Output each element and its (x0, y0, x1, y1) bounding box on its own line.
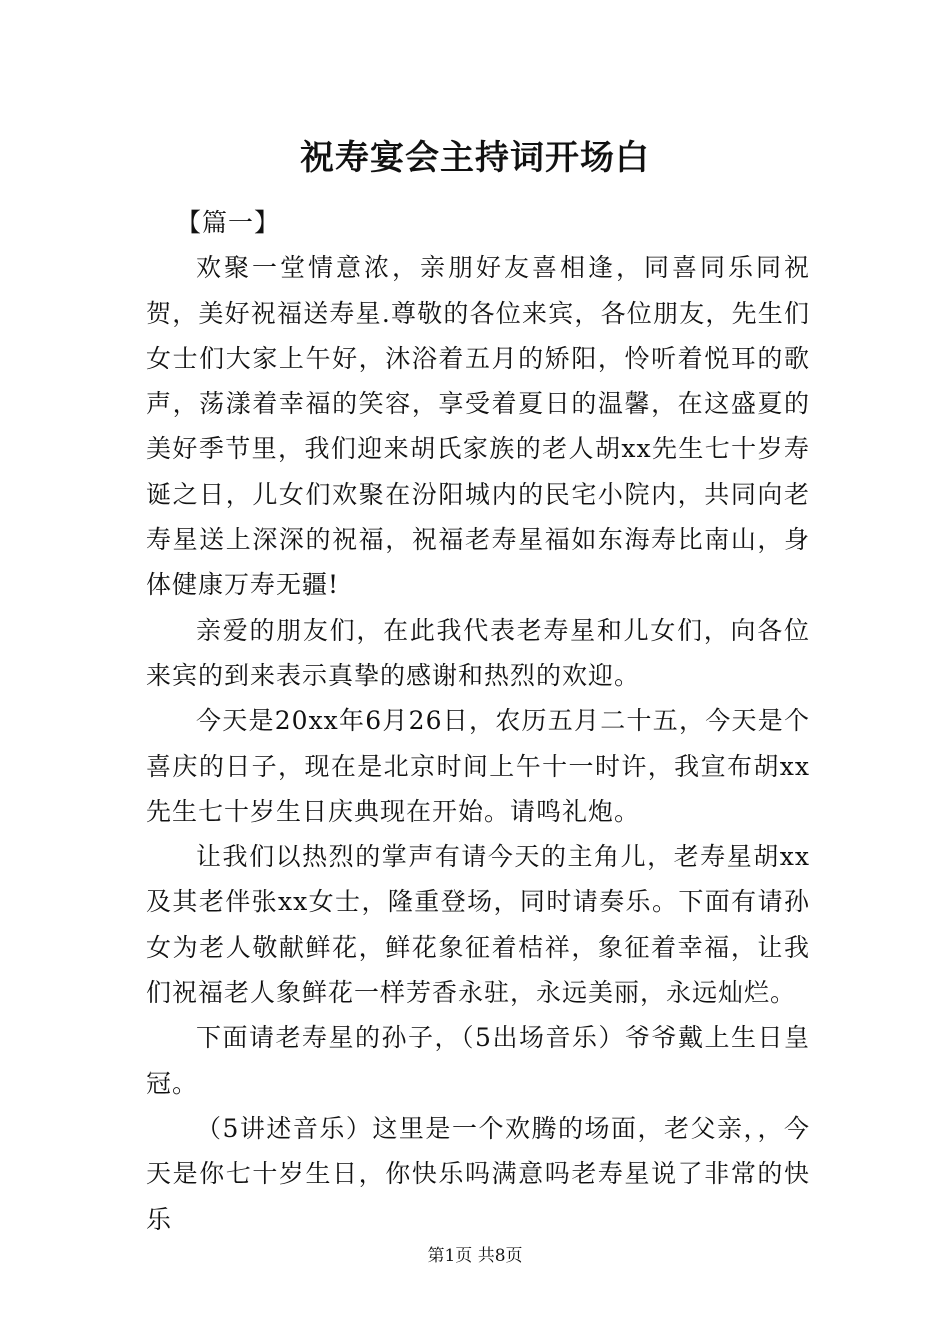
paragraph-1: 欢聚一堂情意浓，亲朋好友喜相逢，同喜同乐同祝贺，美好祝福送寿星.尊敬的各位来宾，各位朋友，先生们女士们大家上午好，沐浴着五月的矫阳，怜听着悦耳的歌声，荡漾着幸福的笑容，享受着夏日的温馨，在这盛夏的美好季节里，我们迎来胡氏家族的老人胡xx先生七十岁寿诞之日，儿女们欢聚在汾阳城内的民宅小院内，共同向老寿星送上深深的祝福，祝福老寿星福如东海寿比南山，身体健康万寿无疆! (146, 253, 810, 600)
paragraph-2: 亲爱的朋友们，在此我代表老寿星和儿女们，向各位来宾的到来表示真挚的感谢和热烈的欢迎。 (146, 615, 810, 690)
document-body (146, 200, 810, 1242)
document-title: 祝寿宴会主持词开场白 (300, 138, 650, 178)
paragraph-6: （5讲述音乐）这里是一个欢腾的场面，老父亲，，今天是你七十岁生日，你快乐吗满意吗老寿星说了非常的快乐 (146, 1113, 810, 1234)
paragraph-4: 让我们以热烈的掌声有请今天的主角儿，老寿星胡xx及其老伴张xx女士，隆重登场，同时请奏乐。下面有请孙女为老人敬献鲜花，鲜花象征着桔祥，象征着幸福，让我们祝福老人象鲜花一样芳香永驻，永远美丽，永远灿烂。 (146, 842, 810, 1008)
section-heading: 【篇一】 (176, 208, 281, 237)
paragraph-3: 今天是20xx年6月26日，农历五月二十五，今天是个喜庆的日子，现在是北京时间上午十一时许，我宣布胡xx先生七十岁生日庆典现在开始。请鸣礼炮。 (146, 706, 810, 826)
paragraph-5: 下面请老寿星的孙子，（5出场音乐）爷爷戴上生日皇冠。 (146, 1023, 810, 1098)
page-indicator: 第1页 共8页 (427, 1246, 523, 1266)
